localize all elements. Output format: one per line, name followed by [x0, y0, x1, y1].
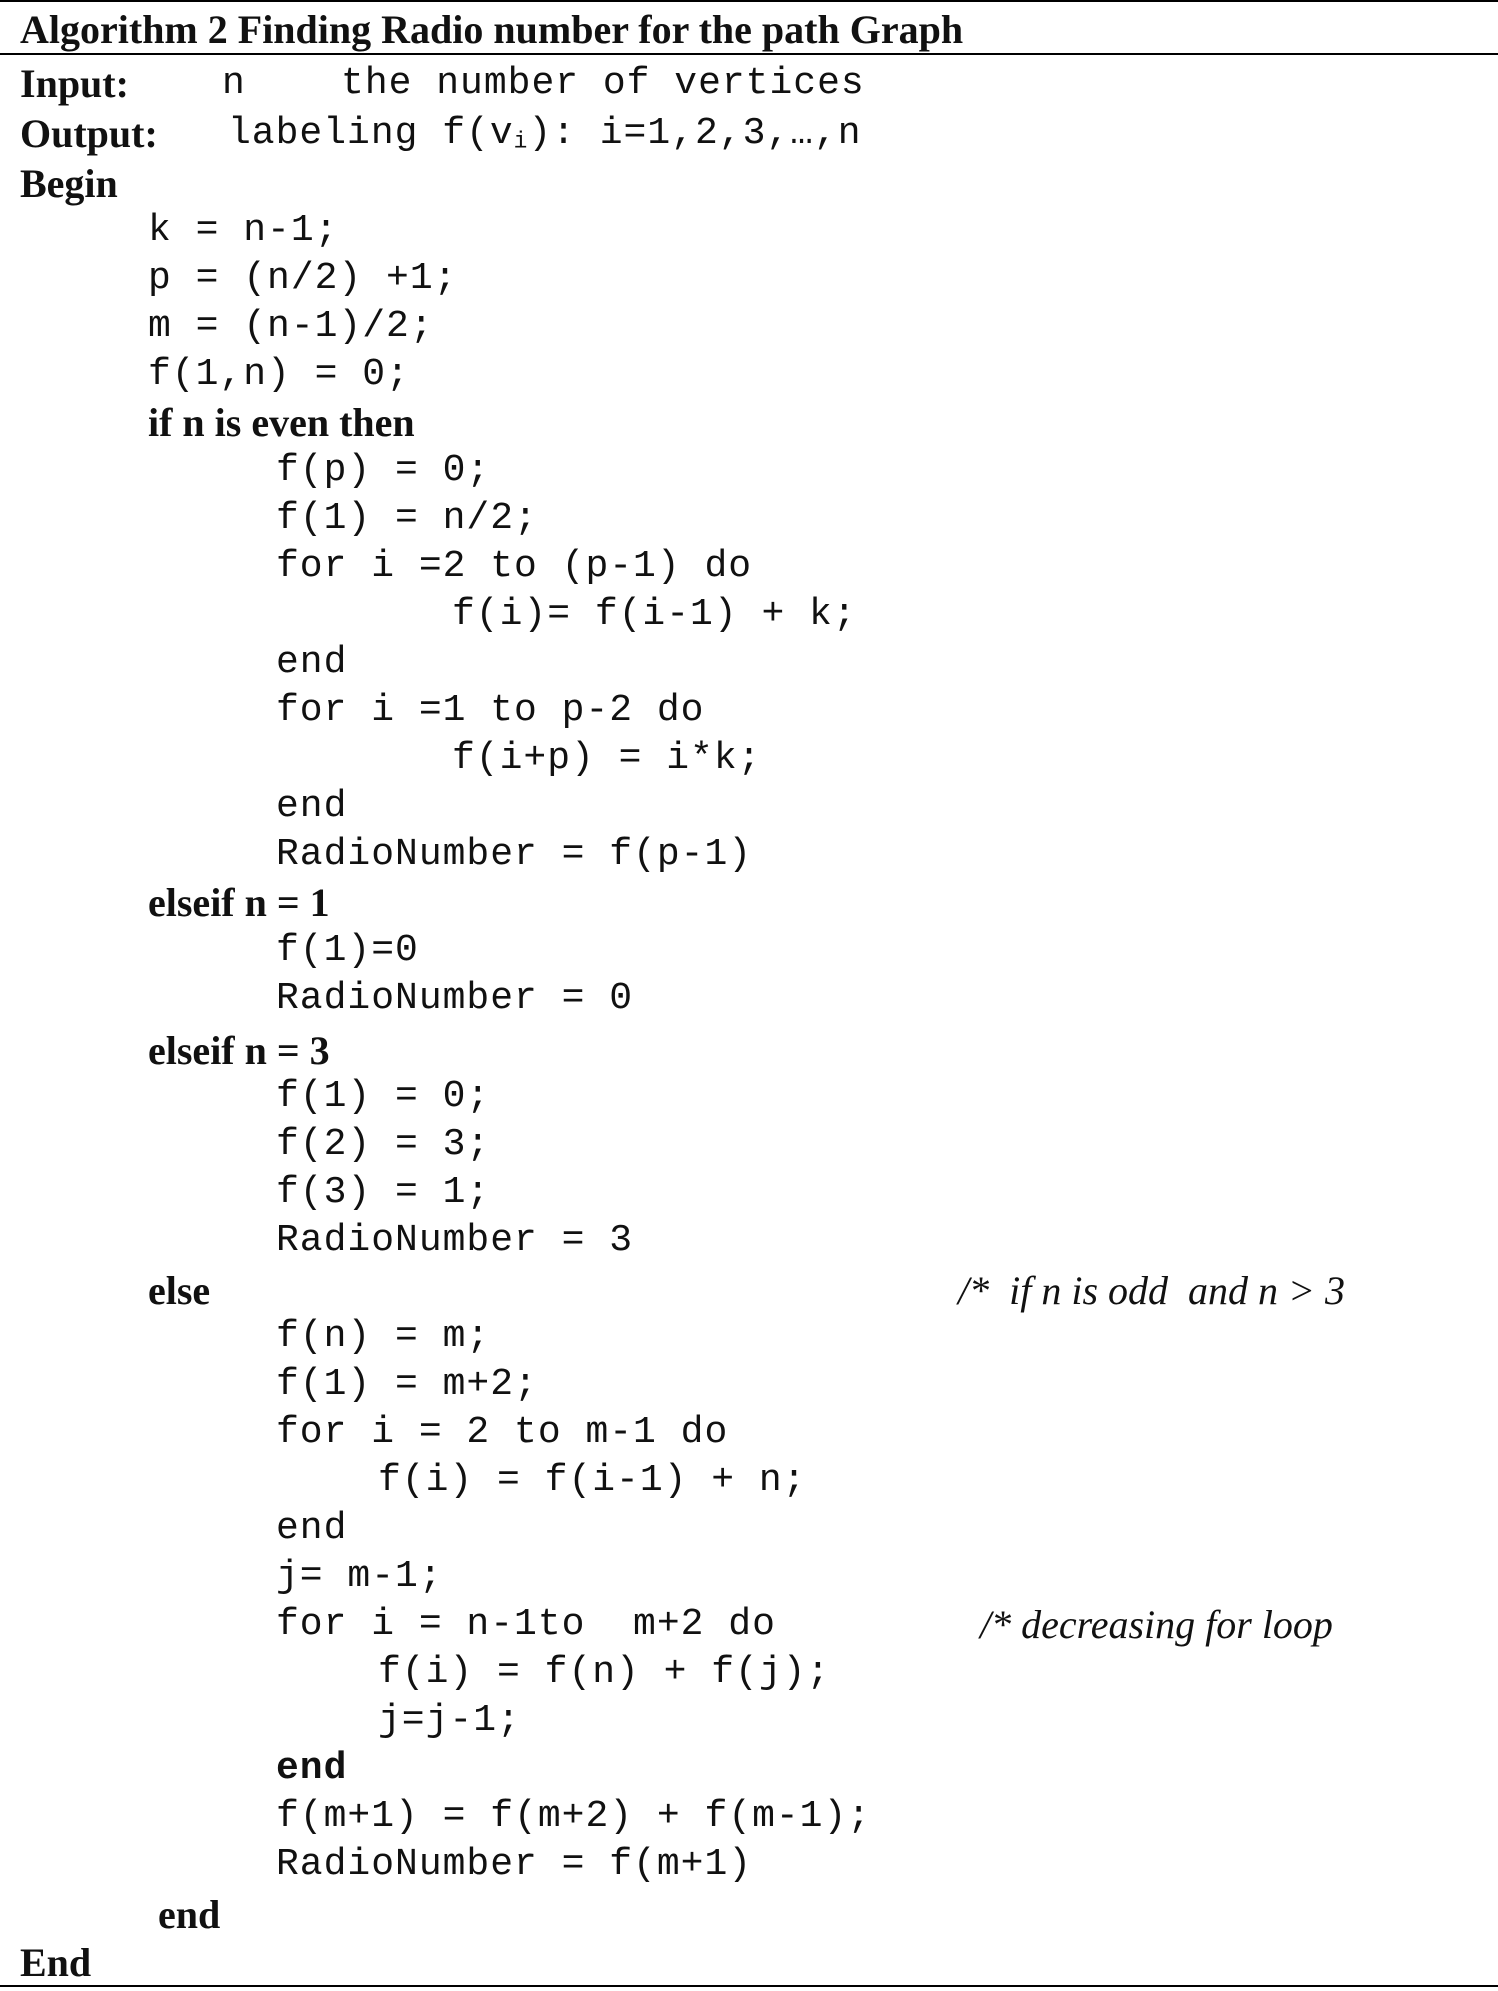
code-line: RadioNumber = 0 — [276, 977, 634, 1020]
code-line: f(2) = 3; — [276, 1123, 491, 1166]
code-line: for i =2 to (p-1) do — [276, 545, 753, 588]
comment: /* if n is odd and n > 3 — [958, 1268, 1346, 1313]
code-line: f(1)=0 — [276, 929, 419, 972]
code-line: for i = n-1to m+2 do — [276, 1603, 776, 1646]
code-line: f(i+p) = i*k; — [452, 737, 762, 780]
begin-keyword: Begin — [20, 161, 118, 206]
algorithm-title: Algorithm 2 Finding Radio number for the path Graph — [20, 7, 964, 52]
code-line: end — [276, 641, 348, 684]
code-line: f(1) = 0; — [276, 1075, 491, 1118]
code-line: f(1) = m+2; — [276, 1363, 538, 1406]
code-line: f(1,n) = 0; — [148, 353, 410, 396]
code-line: for i = 2 to m-1 do — [276, 1411, 729, 1454]
code-line: j=j-1; — [378, 1699, 521, 1742]
input-label: Input: — [20, 61, 129, 106]
output-label: Output: — [20, 111, 158, 156]
end-keyword: end — [158, 1892, 221, 1937]
if-keyword: if n is even then — [148, 400, 415, 445]
code-line: f(i)= f(i-1) + k; — [452, 593, 857, 636]
code-line: end — [276, 785, 348, 828]
code-line: for i =1 to p-2 do — [276, 689, 705, 732]
elseif-keyword: elseif n = 3 — [148, 1028, 330, 1073]
code-line: f(1) = n/2; — [276, 497, 538, 540]
code-line: m = (n-1)/2; — [148, 305, 434, 348]
code-line: f(p) = 0; — [276, 449, 491, 492]
input-value: n the number of vertices — [222, 62, 865, 105]
code-line: f(n) = m; — [276, 1315, 491, 1358]
code-line: RadioNumber = 3 — [276, 1219, 634, 1262]
bottom-rule — [0, 1985, 1498, 1987]
end-final-keyword: End — [20, 1940, 92, 1985]
code-line: p = (n/2) +1; — [148, 257, 458, 300]
else-keyword: else — [148, 1268, 211, 1313]
code-line: f(m+1) = f(m+2) + f(m-1); — [276, 1795, 872, 1838]
comment: /* decreasing for loop — [980, 1602, 1333, 1647]
code-line: j= m-1; — [276, 1555, 443, 1598]
code-line: RadioNumber = f(p-1) — [276, 833, 753, 876]
end-keyword: end — [276, 1747, 348, 1790]
title-rule — [0, 53, 1498, 55]
top-rule — [0, 0, 1498, 2]
code-line: RadioNumber = f(m+1) — [276, 1843, 753, 1886]
code-line: f(i) = f(i-1) + n; — [378, 1459, 807, 1502]
code-line: f(3) = 1; — [276, 1171, 491, 1214]
elseif-keyword: elseif n = 1 — [148, 880, 330, 925]
code-line: end — [276, 1507, 348, 1550]
code-line: f(i) = f(n) + f(j); — [378, 1651, 831, 1694]
output-value: labeling $f(v_i)$: i=1,2,3,…,n — [228, 112, 862, 155]
code-line: k = n-1; — [148, 209, 339, 252]
